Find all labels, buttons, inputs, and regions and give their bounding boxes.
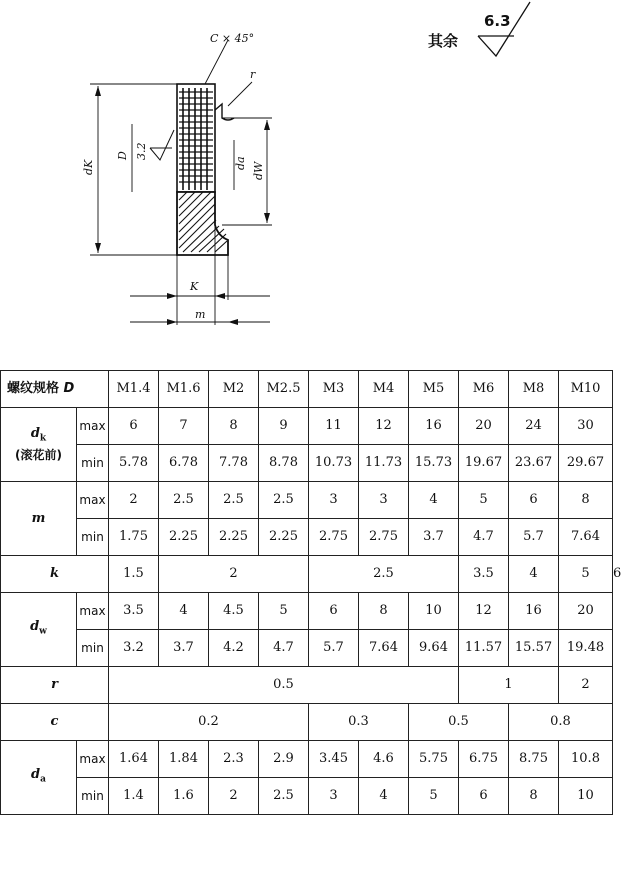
- k-cell: 2.5: [309, 556, 459, 593]
- da-param-cell: [1, 741, 77, 815]
- m-max-cell: 4: [409, 482, 459, 519]
- dk-max-cell: 11: [309, 408, 359, 445]
- dw-max-cell: 5: [259, 593, 309, 630]
- dk-min-cell: 19.67: [459, 445, 509, 482]
- dim-D-label: D: [116, 151, 129, 160]
- k-cell: 1.5: [109, 556, 159, 593]
- size-cell: M1.6: [159, 371, 209, 408]
- dk-min-cell: 23.67: [509, 445, 559, 482]
- m-min-row: [1, 519, 613, 556]
- size-cell: M1.4: [109, 371, 159, 408]
- dim-K-label: K: [190, 280, 199, 293]
- m-max-cell: 8: [559, 482, 613, 519]
- dw-max-cell: 12: [459, 593, 509, 630]
- dk-max-cell: 12: [359, 408, 409, 445]
- m-max-cell: 2: [109, 482, 159, 519]
- da-min-cell: 5: [409, 778, 459, 815]
- dk-max-cell: 7: [159, 408, 209, 445]
- dk-max-cell: 20: [459, 408, 509, 445]
- min-label: min: [77, 630, 109, 667]
- da-min-cell: 3: [309, 778, 359, 815]
- da-min-cell: 10: [559, 778, 613, 815]
- radius-label: r: [250, 68, 256, 81]
- m-param-cell: m: [1, 482, 77, 556]
- m-min-cell: 2.25: [159, 519, 209, 556]
- header-label-cell: [1, 371, 109, 408]
- header-symbol: D: [63, 381, 75, 396]
- da-min-cell: 2.5: [259, 778, 309, 815]
- m-min-cell: 7.64: [559, 519, 613, 556]
- da-sub: a: [40, 774, 46, 785]
- dim-dk-label: dK: [82, 159, 95, 175]
- size-cell: M8: [509, 371, 559, 408]
- size-cell: M6: [459, 371, 509, 408]
- min-label: min: [77, 445, 109, 482]
- da-min-cell: 6: [459, 778, 509, 815]
- lower-solid-section: [177, 192, 228, 255]
- size-cell: M10: [559, 371, 613, 408]
- min-label: min: [77, 519, 109, 556]
- da-min-cell: 2: [209, 778, 259, 815]
- k-cell: 3.5: [459, 556, 509, 593]
- da-max-cell: 10.8: [559, 741, 613, 778]
- dw-min-cell: 11.57: [459, 630, 509, 667]
- size-cell: M5: [409, 371, 459, 408]
- rest-roughness-value: 6.3: [484, 12, 511, 30]
- dk-max-cell: 6: [109, 408, 159, 445]
- da-max-cell: 6.75: [459, 741, 509, 778]
- da-max-cell: 1.84: [159, 741, 209, 778]
- side-roughness-label: 3.2: [135, 142, 148, 160]
- dk-min-cell: 11.73: [359, 445, 409, 482]
- dw-min-cell: 4.2: [209, 630, 259, 667]
- dw-max-row: [1, 593, 613, 630]
- da-max-cell: 3.45: [309, 741, 359, 778]
- da-min-cell: 8: [509, 778, 559, 815]
- m-min-cell: 2.25: [209, 519, 259, 556]
- da-min-cell: 4: [359, 778, 409, 815]
- size-cell: M2.5: [259, 371, 309, 408]
- max-label: max: [77, 482, 109, 519]
- dw-max-cell: 3.5: [109, 593, 159, 630]
- dk-max-cell: 30: [559, 408, 613, 445]
- dim-dw-label: dW: [252, 161, 265, 180]
- dw-min-cell: 15.57: [509, 630, 559, 667]
- m-max-cell: 6: [509, 482, 559, 519]
- dw-max-cell: 16: [509, 593, 559, 630]
- dk-max-cell: 8: [209, 408, 259, 445]
- dk-min-cell: 8.78: [259, 445, 309, 482]
- m-max-cell: 2.5: [159, 482, 209, 519]
- da-max-row: [1, 741, 613, 778]
- da-max-cell: 1.64: [109, 741, 159, 778]
- c-cell: 0.3: [309, 704, 409, 741]
- header-row: [1, 371, 613, 408]
- m-max-cell: 2.5: [259, 482, 309, 519]
- m-min-cell: 2.75: [309, 519, 359, 556]
- m-min-cell: 5.7: [509, 519, 559, 556]
- dk-min-cell: 10.73: [309, 445, 359, 482]
- da-max-cell: 2.9: [259, 741, 309, 778]
- c-cell: 0.2: [109, 704, 309, 741]
- dk-min-cell: 29.67: [559, 445, 613, 482]
- dw-min-cell: 5.7: [309, 630, 359, 667]
- dk-sub: k: [39, 433, 47, 444]
- side-roughness-symbol: [150, 130, 174, 160]
- rest-roughness-label: 其余: [428, 32, 459, 50]
- dk-max-cell: 16: [409, 408, 459, 445]
- k-cell: 4: [509, 556, 559, 593]
- dk-max-cell: 9: [259, 408, 309, 445]
- max-label: max: [77, 408, 109, 445]
- r-cell: 1: [459, 667, 559, 704]
- m-max-cell: 5: [459, 482, 509, 519]
- max-label: max: [77, 593, 109, 630]
- r-cell: 2: [559, 667, 613, 704]
- max-label: max: [77, 741, 109, 778]
- dk-min-row: [1, 445, 613, 482]
- dim-da-label: da: [234, 156, 247, 170]
- m-min-cell: 2.25: [259, 519, 309, 556]
- dw-max-cell: 4.5: [209, 593, 259, 630]
- m-min-cell: 1.75: [109, 519, 159, 556]
- k-cell: 2: [159, 556, 309, 593]
- k-param-cell: k: [1, 556, 109, 593]
- c-param-cell: c: [1, 704, 109, 741]
- dw-sub: w: [39, 626, 47, 637]
- k-cell: 5: [559, 556, 613, 593]
- r-row: [1, 667, 613, 704]
- dk-min-cell: 15.73: [409, 445, 459, 482]
- r-cell: 0.5: [109, 667, 459, 704]
- dw-min-cell: 7.64: [359, 630, 409, 667]
- dw-max-cell: 8: [359, 593, 409, 630]
- size-cell: M3: [309, 371, 359, 408]
- m-min-cell: 2.75: [359, 519, 409, 556]
- k-row: k 1.5 2 2.5 3.5 4 5 6: [1, 556, 613, 593]
- m-max-cell: 2.5: [209, 482, 259, 519]
- c-row: [1, 704, 613, 741]
- m-max-cell: 3: [309, 482, 359, 519]
- m-max-cell: 3: [359, 482, 409, 519]
- nut-cross-section-drawing: [0, 0, 612, 360]
- header-label: 螺纹规格: [7, 381, 60, 396]
- da-max-cell: 2.3: [209, 741, 259, 778]
- dk-min-cell: 7.78: [209, 445, 259, 482]
- m-min-cell: 4.7: [459, 519, 509, 556]
- dk-param-cell: [1, 408, 77, 482]
- da-min-row: [1, 778, 613, 815]
- m-max-row: [1, 482, 613, 519]
- dw-max-cell: 4: [159, 593, 209, 630]
- dk-note: (滚花前): [15, 447, 62, 462]
- dw-min-cell: 3.2: [109, 630, 159, 667]
- dk-min-cell: 5.78: [109, 445, 159, 482]
- dk-max-cell: 24: [509, 408, 559, 445]
- dw-min-cell: 3.7: [159, 630, 209, 667]
- c-cell: 0.5: [409, 704, 509, 741]
- da-max-cell: 8.75: [509, 741, 559, 778]
- dw-min-cell: 4.7: [259, 630, 309, 667]
- dw-min-cell: 19.48: [559, 630, 613, 667]
- dw-max-cell: 6: [309, 593, 359, 630]
- dim-m-label: m: [195, 308, 206, 321]
- min-label: min: [77, 778, 109, 815]
- da-min-cell: 1.4: [109, 778, 159, 815]
- r-param-cell: r: [1, 667, 109, 704]
- dk-max-row: [1, 408, 613, 445]
- chamfer-label: C × 45°: [210, 32, 255, 45]
- da-symbol: d: [31, 767, 41, 783]
- dw-max-cell: 20: [559, 593, 613, 630]
- dw-symbol: d: [30, 619, 40, 635]
- dw-min-row: [1, 630, 613, 667]
- dk-symbol: d: [30, 426, 40, 442]
- dk-min-cell: 6.78: [159, 445, 209, 482]
- dw-max-cell: 10: [409, 593, 459, 630]
- da-min-cell: 1.6: [159, 778, 209, 815]
- m-min-cell: 3.7: [409, 519, 459, 556]
- size-cell: M2: [209, 371, 259, 408]
- c-cell: 0.8: [509, 704, 613, 741]
- dw-param-cell: [1, 593, 77, 667]
- size-cell: M4: [359, 371, 409, 408]
- da-max-cell: 5.75: [409, 741, 459, 778]
- dw-min-cell: 9.64: [409, 630, 459, 667]
- da-max-cell: 4.6: [359, 741, 409, 778]
- spec-table: [0, 370, 621, 815]
